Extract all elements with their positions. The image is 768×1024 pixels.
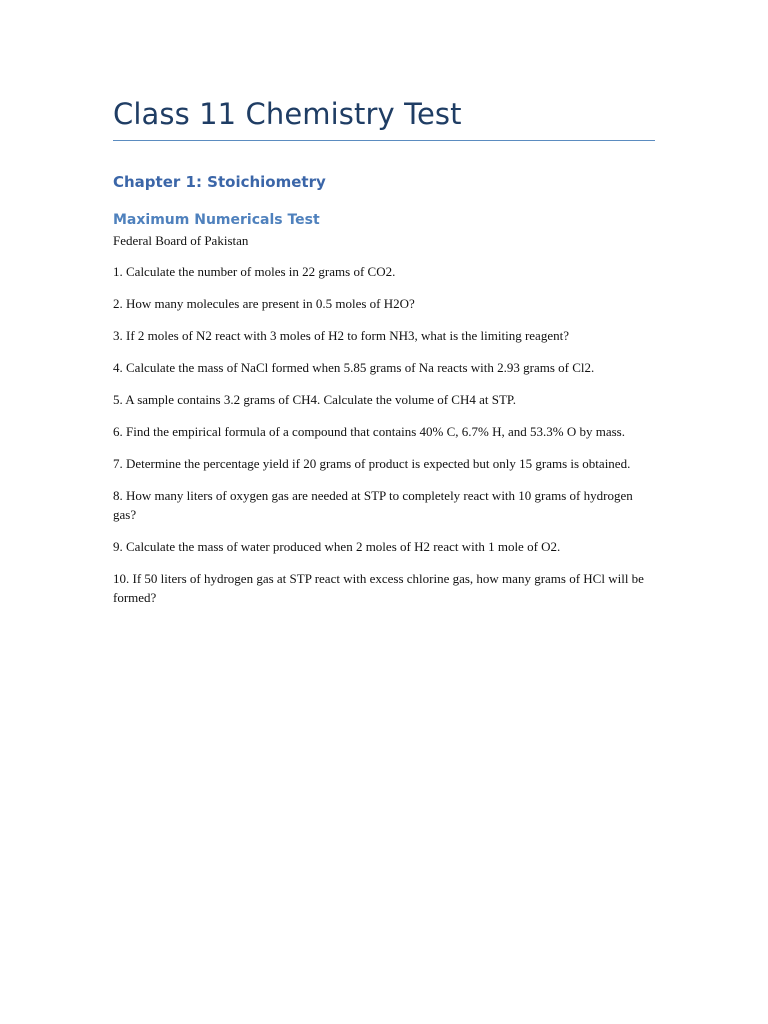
test-subtitle: Maximum Numericals Test bbox=[113, 212, 320, 228]
document-page bbox=[113, 94, 655, 620]
document-title: Class 11 Chemistry Test bbox=[113, 94, 655, 141]
question-item: 9. Calculate the mass of water produced when 2 moles of H2 react with 1 mole of O2. bbox=[113, 539, 561, 554]
question-item: 5. A sample contains 3.2 grams of CH4. Calculate the volume of CH4 at STP. bbox=[113, 392, 516, 407]
question-list bbox=[113, 262, 655, 607]
question-item: 6. Find the empirical formula of a compound that contains 40% C, 6.7% H, and 53.3% O by mass. bbox=[113, 424, 625, 439]
question-item: 4. Calculate the mass of NaCl formed when 5.85 grams of Na reacts with 2.93 grams of Cl2. bbox=[113, 360, 595, 375]
question-item: 10. If 50 liters of hydrogen gas at STP react with excess chlorine gas, how many grams of HCl will be formed? bbox=[113, 571, 644, 605]
question-item: 1. Calculate the number of moles in 22 grams of CO2. bbox=[113, 264, 396, 279]
question-item: 7. Determine the percentage yield if 20 grams of product is expected but only 15 grams is obtained. bbox=[113, 456, 631, 471]
question-item: 8. How many liters of oxygen gas are needed at STP to completely react with 10 grams of hydrogen gas? bbox=[113, 488, 633, 522]
board-name: Federal Board of Pakistan bbox=[113, 233, 249, 248]
question-item: 3. If 2 moles of N2 react with 3 moles of H2 to form NH3, what is the limiting reagent? bbox=[113, 328, 569, 343]
question-item: 2. How many molecules are present in 0.5 moles of H2O? bbox=[113, 296, 415, 311]
chapter-heading: Chapter 1: Stoichiometry bbox=[113, 173, 326, 191]
